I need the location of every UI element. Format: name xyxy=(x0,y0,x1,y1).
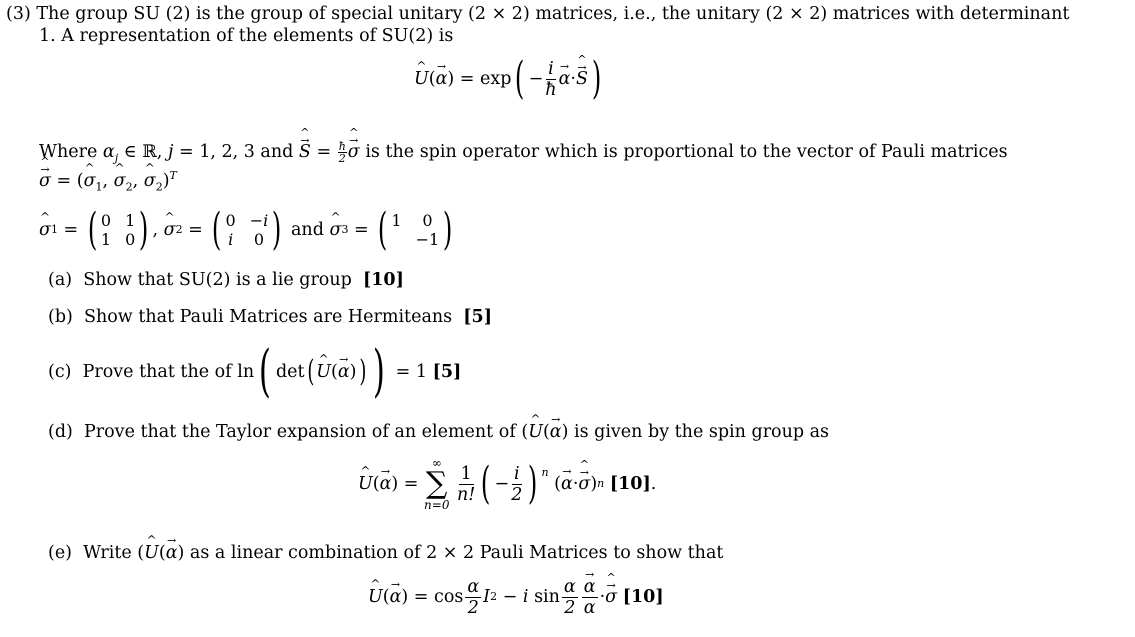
equation-linear-combination: ^ U ( → α ) = cos $\frac{\alpha}{2}$ I 2 − i sin $\frac{\alpha}{2}$ → $\frac{\alpha}{\alpha}$ · → σ ^ [10] xyxy=(368,572,664,622)
equation-representation: ^ U ( → α ) = exp ( − $\frac{i}{ħ}$ → α · → S ^ ) xyxy=(414,52,605,106)
problem-number: (3) xyxy=(6,4,31,24)
pauli-matrices: ^ σ 1 = ( 0 1 1 0 ) , ^ σ 2 = ( 0 −i i 0 ) and ^ σ 3 = ( 1 0 −1 ) xyxy=(39,206,456,254)
part-a: (a) Show that SU(2) is a lie group [10] xyxy=(48,270,404,290)
part-d: (d) Prove that the Taylor expansion of an element of (^ U(→ α) is given by the spin group as xyxy=(48,421,829,443)
problem-intro-line1 xyxy=(6,3,1069,25)
part-e: (e) Write (^ U(→ α) as a linear combination of 2 × 2 Pauli Matrices to show that xyxy=(48,542,723,564)
pauli-vector-definition: → σ ^ = (^ $\sigma_1$, ^ $\sigma_2$, ^ $\sigma_2)^T$ xyxy=(39,165,177,198)
intro-text-line1: The group SU (2) is the group of special unitary (2 × 2) matrices, i.e., the unitary (2 × 2) matrices with determinant xyxy=(36,4,1070,24)
where-line: Where $\alpha_j$ ∈ ℝ, j = 1, 2, 3 and → S ^ = $\frac{ħ}{2}$ → σ ^ is the spin operator which is proportional to the vector of Pauli matrices xyxy=(39,141,1008,170)
part-b: (b) Show that Pauli Matrices are Hermiteans [5] xyxy=(48,307,493,327)
part-c: (c) Prove that the of ln ( det ( ^ U ( → α ) ) ) = 1 [5] xyxy=(48,344,461,400)
intro-text-line2: 1. A representation of the elements of SU(2) is xyxy=(39,26,454,46)
equation-taylor-expansion: ^ U ( → α ) = ∞ ∑ n=0 $\frac{1}{n!}$ ( − $\frac{i}{2}$ ) $^n$ ( → α · → σ ^ ) n [10] . xyxy=(358,452,656,516)
